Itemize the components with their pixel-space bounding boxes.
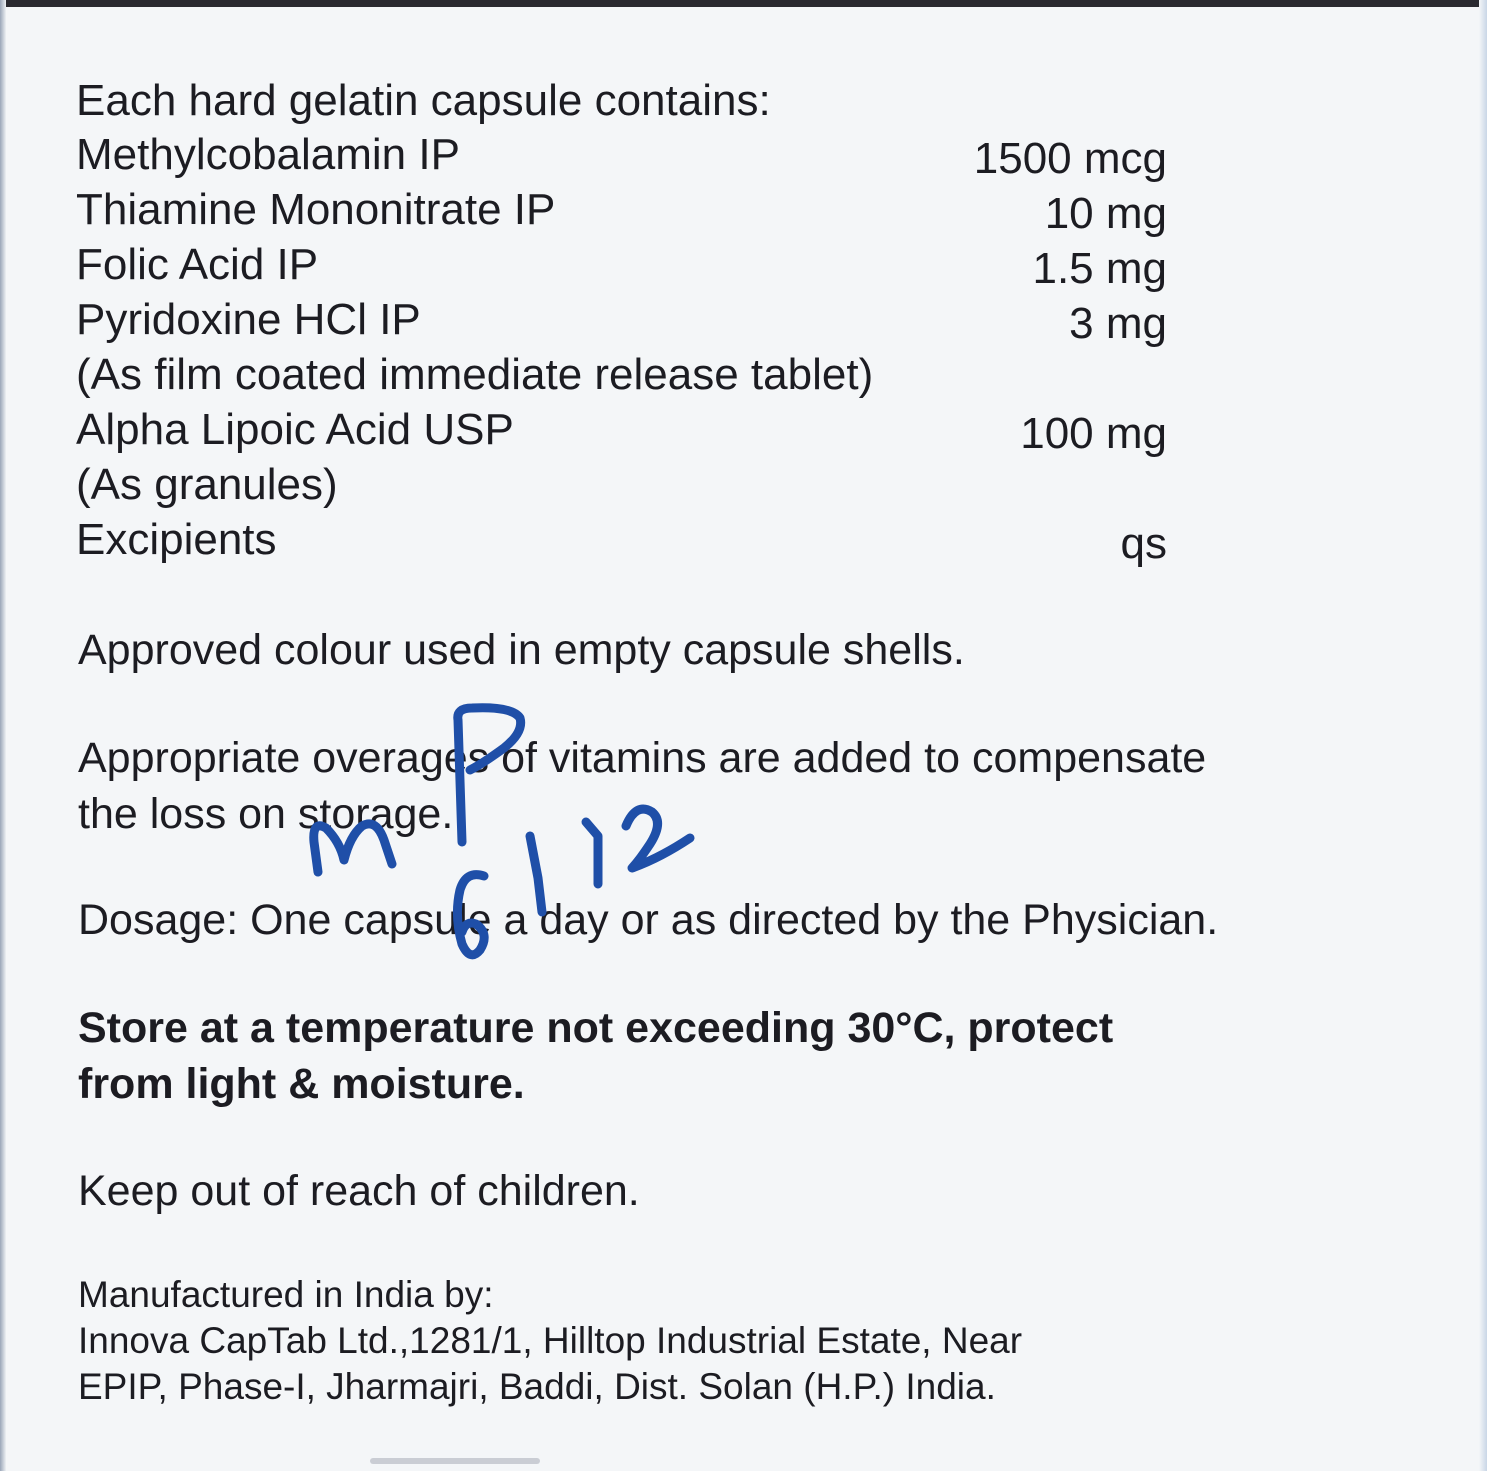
ingredient-name: Pyridoxine HCl IP	[76, 295, 421, 344]
composition-header: Each hard gelatin capsule contains:	[76, 76, 771, 125]
ingredient-amount: 1500 mcg	[973, 134, 1167, 183]
box-top-edge	[0, 0, 1487, 7]
ingredient-name: Folic Acid IP	[76, 240, 319, 289]
ingredient-name: Excipients	[76, 515, 277, 564]
storage-instructions-line1: Store at a temperature not exceeding 30°C, protect	[78, 1004, 1114, 1052]
dosage-instructions: Dosage: One capsule a day or as directed by the Physician.	[78, 896, 1219, 944]
manufacturer-address-line2: EPIP, Phase-I, Jharmajri, Baddi, Dist. Solan (H.P.) India.	[78, 1366, 996, 1407]
children-warning: Keep out of reach of children.	[78, 1167, 640, 1215]
colour-note: Approved colour used in empty capsule shells.	[78, 626, 965, 674]
ingredient-note: (As film coated immediate release tablet)	[76, 350, 874, 399]
ingredient-name: Methylcobalamin IP	[76, 130, 460, 179]
manufacturer-address-line1: Innova CapTab Ltd.,1281/1, Hilltop Industrial Estate, Near	[78, 1320, 1023, 1361]
box-left-edge	[0, 0, 6, 1471]
box-right-edge	[1479, 0, 1487, 1471]
ink-stroke	[586, 822, 598, 884]
ingredient-amount: 10 mg	[1044, 189, 1167, 238]
ingredient-amount: 1.5 mg	[1032, 244, 1167, 293]
overages-note-line2: the loss on storage.	[78, 790, 454, 838]
ingredient-name: Alpha Lipoic Acid USP	[76, 405, 514, 454]
ingredient-amount: 3 mg	[1069, 299, 1167, 348]
ingredient-amount: 100 mg	[1020, 409, 1167, 458]
ingredient-name: Thiamine Mononitrate IP	[76, 185, 556, 234]
storage-instructions-line2: from light & moisture.	[78, 1060, 525, 1108]
print-smudge	[370, 1458, 540, 1464]
manufacturer-label: Manufactured in India by:	[78, 1274, 494, 1315]
ingredient-note: (As granules)	[76, 460, 338, 509]
ingredient-amount: qs	[1120, 519, 1167, 568]
overages-note-line1: Appropriate overages of vitamins are added to compensate	[78, 734, 1207, 782]
ink-stroke	[626, 809, 690, 868]
